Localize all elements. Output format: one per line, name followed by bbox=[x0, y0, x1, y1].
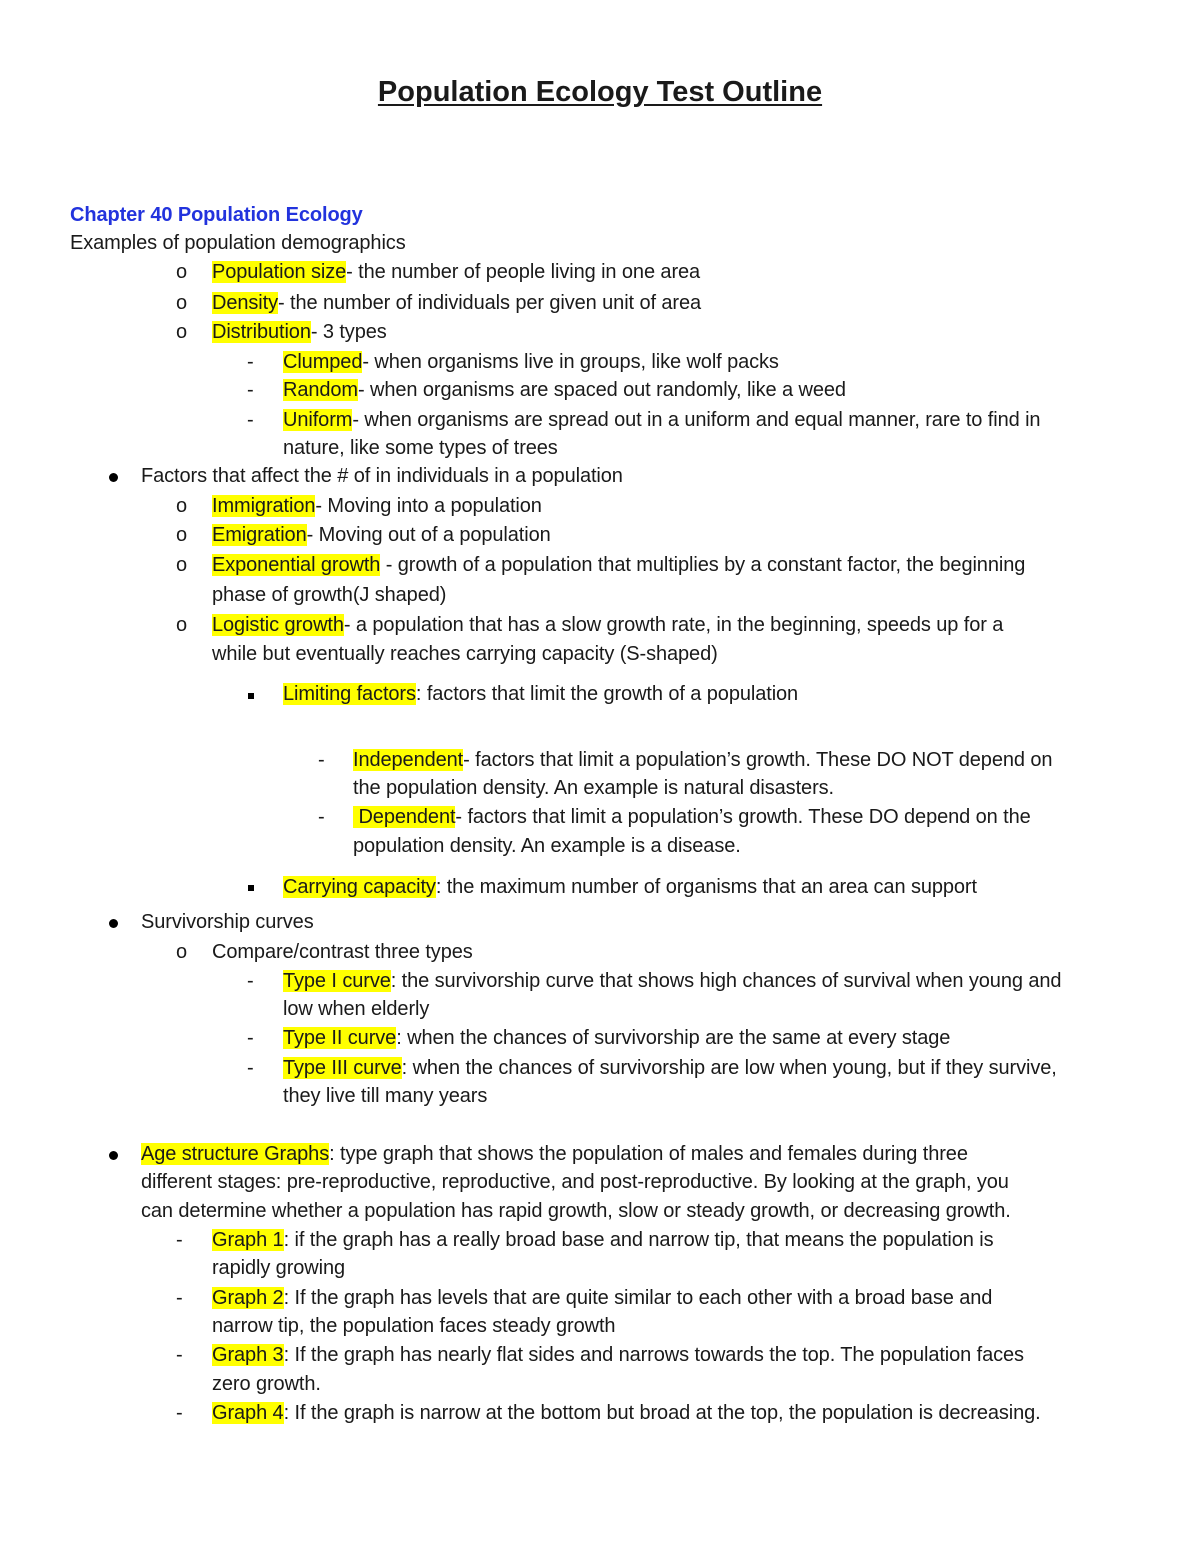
term-definition: - Moving into a population bbox=[315, 495, 542, 517]
list-item bbox=[283, 376, 846, 405]
term-highlight: Graph 2 bbox=[212, 1287, 284, 1309]
term-definition: : type graph that shows the population of males and females during three bbox=[329, 1143, 968, 1165]
term-definition: : when the chances of survivorship are low when young, but if they survive, bbox=[401, 1057, 1057, 1079]
list-item-continuation: narrow tip, the population faces steady growth bbox=[212, 1315, 616, 1337]
list-item-continuation: phase of growth(J shaped) bbox=[212, 584, 447, 606]
term-definition: : the survivorship curve that shows high chances of survival when young and bbox=[390, 970, 1062, 992]
term-highlight: Limiting factors bbox=[283, 683, 416, 705]
dash-bullet-icon: - bbox=[247, 970, 254, 992]
term-definition: : if the graph has a really broad base and narrow tip, that means the population is bbox=[283, 1229, 994, 1251]
list-item-continuation: they live till many years bbox=[283, 1085, 488, 1107]
term-highlight: Graph 4 bbox=[212, 1402, 284, 1424]
term-highlight: Graph 1 bbox=[212, 1229, 284, 1251]
circle-bullet-icon: o bbox=[176, 292, 188, 314]
filled-bullet-icon bbox=[109, 1151, 118, 1160]
list-item: Compare/contrast three types bbox=[212, 941, 473, 963]
dash-bullet-icon: - bbox=[247, 1057, 254, 1079]
term-definition: - the number of individuals per given unit of area bbox=[278, 292, 702, 314]
list-item bbox=[212, 521, 551, 550]
list-item bbox=[212, 1399, 1041, 1428]
list-item bbox=[283, 348, 779, 377]
term-definition: : If the graph is narrow at the bottom but broad at the top, the population is decreasing. bbox=[283, 1402, 1041, 1424]
term-definition: : If the graph has nearly flat sides and narrows towards the top. The population faces bbox=[283, 1344, 1024, 1366]
list-item bbox=[212, 258, 700, 287]
list-item bbox=[283, 1024, 950, 1053]
list-item bbox=[283, 677, 798, 712]
filled-bullet-icon bbox=[109, 473, 118, 482]
dash-bullet-icon: - bbox=[247, 409, 254, 431]
list-item bbox=[283, 406, 1040, 435]
term-highlight: Independent bbox=[353, 749, 464, 771]
dash-bullet-icon: - bbox=[318, 806, 325, 828]
list-item bbox=[212, 1341, 1024, 1370]
circle-bullet-icon: o bbox=[176, 524, 188, 546]
term-definition: - when organisms live in groups, like wolf packs bbox=[362, 351, 779, 373]
section-heading: Factors that affect the # of in individuals in a population bbox=[141, 465, 623, 487]
term-definition: : If the graph has levels that are quite similar to each other with a broad base and bbox=[283, 1287, 993, 1309]
list-item bbox=[212, 551, 1025, 580]
dash-bullet-icon: - bbox=[176, 1402, 183, 1424]
list-item bbox=[212, 318, 387, 347]
list-item-continuation: population density. An example is a disease. bbox=[353, 835, 741, 857]
term-definition: : factors that limit the growth of a population bbox=[415, 683, 799, 705]
term-definition: - growth of a population that multiplies by a constant factor, the beginning bbox=[380, 554, 1026, 576]
term-definition: - 3 types bbox=[310, 321, 387, 343]
term-highlight: Graph 3 bbox=[212, 1344, 284, 1366]
intro-text: Examples of population demographics bbox=[70, 232, 406, 254]
term-highlight: Dependent bbox=[353, 806, 456, 828]
list-item bbox=[141, 1140, 968, 1169]
term-definition: - the number of people living in one area bbox=[346, 261, 701, 283]
term-definition: - factors that limit a population’s growth. These DO NOT depend on bbox=[463, 749, 1053, 771]
term-definition: - Moving out of a population bbox=[306, 524, 551, 546]
list-item-continuation: rapidly growing bbox=[212, 1257, 346, 1279]
list-item-continuation: low when elderly bbox=[283, 998, 430, 1020]
term-definition: - when organisms are spread out in a uniform and equal manner, rare to find in bbox=[352, 409, 1041, 431]
term-highlight: Density bbox=[212, 292, 278, 314]
list-item bbox=[212, 1284, 992, 1313]
term-highlight: Clumped bbox=[283, 351, 363, 373]
list-item-continuation: while but eventually reaches carrying capacity (S-shaped) bbox=[212, 643, 718, 665]
term-definition: - when organisms are spaced out randomly, like a weed bbox=[358, 379, 846, 401]
term-highlight: Logistic growth bbox=[212, 614, 344, 636]
circle-bullet-icon: o bbox=[176, 554, 188, 576]
term-highlight: Type III curve bbox=[283, 1057, 402, 1079]
dash-bullet-icon: - bbox=[247, 1027, 254, 1049]
chapter-heading: Chapter 40 Population Ecology bbox=[70, 204, 363, 226]
term-highlight: Immigration bbox=[212, 495, 316, 517]
list-item bbox=[353, 803, 1031, 832]
list-item-continuation: zero growth. bbox=[212, 1373, 321, 1395]
dash-bullet-icon: - bbox=[318, 749, 325, 771]
square-bullet-icon bbox=[248, 885, 254, 891]
term-highlight: Exponential growth bbox=[212, 554, 381, 576]
dash-bullet-icon: - bbox=[176, 1229, 183, 1251]
list-item bbox=[212, 492, 542, 521]
dash-bullet-icon: - bbox=[247, 379, 254, 401]
list-item bbox=[283, 967, 1061, 996]
term-highlight: Carrying capacity bbox=[283, 876, 436, 898]
list-item-continuation: can determine whether a population has rapid growth, slow or steady growth, or decreasing growth. bbox=[141, 1200, 1011, 1222]
term-definition: : when the chances of survivorship are the same at every stage bbox=[396, 1027, 951, 1049]
page-title: Population Ecology Test Outline bbox=[377, 76, 823, 108]
list-item-continuation: nature, like some types of trees bbox=[283, 437, 558, 459]
list-item bbox=[283, 869, 977, 906]
term-highlight: Uniform bbox=[283, 409, 353, 431]
dash-bullet-icon: - bbox=[176, 1287, 183, 1309]
section-heading: Survivorship curves bbox=[141, 911, 314, 933]
term-definition: - factors that limit a population’s growth. These DO depend on the bbox=[455, 806, 1031, 828]
term-definition: : the maximum number of organisms that an area can support bbox=[435, 876, 977, 898]
square-bullet-icon bbox=[248, 693, 254, 699]
circle-bullet-icon: o bbox=[176, 261, 188, 283]
term-highlight: Type I curve bbox=[283, 970, 391, 992]
term-definition: - a population that has a slow growth rate, in the beginning, speeds up for a bbox=[343, 614, 1004, 636]
circle-bullet-icon: o bbox=[176, 321, 188, 343]
list-item bbox=[283, 1054, 1057, 1083]
list-item bbox=[353, 746, 1052, 775]
dash-bullet-icon: - bbox=[247, 351, 254, 373]
list-item bbox=[212, 289, 701, 318]
term-highlight: Population size bbox=[212, 261, 347, 283]
term-highlight: Emigration bbox=[212, 524, 307, 546]
term-highlight: Random bbox=[283, 379, 358, 401]
circle-bullet-icon: o bbox=[176, 941, 188, 963]
term-highlight: Type II curve bbox=[283, 1027, 397, 1049]
list-item bbox=[212, 611, 1003, 640]
term-highlight: Age structure Graphs bbox=[141, 1143, 330, 1165]
term-highlight: Distribution bbox=[212, 321, 311, 343]
filled-bullet-icon bbox=[109, 919, 118, 928]
list-item-continuation: different stages: pre-reproductive, reproductive, and post-reproductive. By looking at the graph, you bbox=[141, 1171, 1009, 1193]
circle-bullet-icon: o bbox=[176, 495, 188, 517]
dash-bullet-icon: - bbox=[176, 1344, 183, 1366]
circle-bullet-icon: o bbox=[176, 614, 188, 636]
list-item bbox=[212, 1226, 994, 1255]
list-item-continuation: the population density. An example is natural disasters. bbox=[353, 777, 834, 799]
